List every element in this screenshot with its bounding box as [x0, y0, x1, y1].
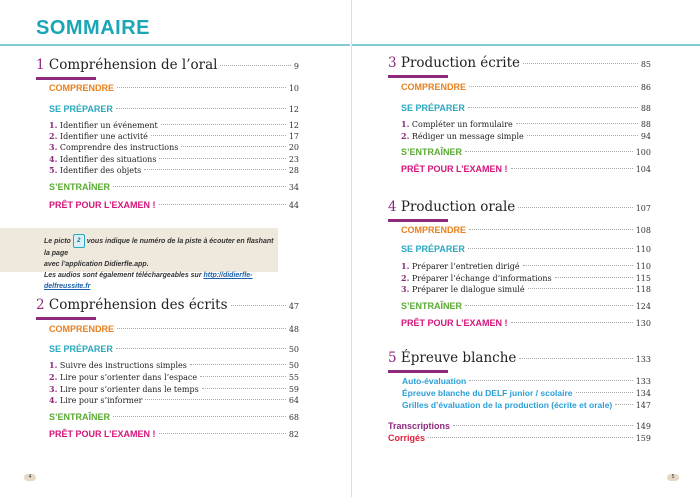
- leader-dots: [190, 364, 286, 365]
- leader-dots: [576, 392, 633, 393]
- comprendre-entry[interactable]: [49, 83, 299, 93]
- category-label: PRÊT POUR L’EXAMEN !: [49, 429, 156, 439]
- note-text: Les audios sont également téléchargeables sur: [44, 272, 202, 279]
- section-underline: [36, 77, 96, 80]
- item-label: 4. Identifier des situations: [49, 154, 157, 164]
- category-label: COMPRENDRE: [49, 324, 115, 334]
- toc-item[interactable]: [49, 131, 299, 141]
- page-ref: 149: [635, 422, 651, 431]
- page-ref: 12: [288, 105, 299, 114]
- leader-dots: [116, 108, 286, 109]
- toc-item[interactable]: [401, 273, 651, 283]
- entrainer-entry[interactable]: [49, 182, 299, 192]
- leader-dots: [113, 416, 286, 417]
- leader-dots: [117, 87, 286, 88]
- page-ref: 110: [635, 245, 651, 254]
- category-label: S’ENTRAÎNER: [49, 412, 111, 422]
- audio-picto-icon: 2: [73, 234, 85, 248]
- toc-item[interactable]: [49, 142, 299, 152]
- pret-examen-entry[interactable]: [49, 429, 299, 439]
- leader-dots: [555, 277, 633, 278]
- toc-item[interactable]: [401, 131, 651, 141]
- category-label: PRÊT POUR L’EXAMEN !: [401, 318, 508, 328]
- section-title: 2 Compréhension des écrits: [36, 297, 228, 313]
- leader-dots: [615, 404, 633, 405]
- item-label: 2. Rédiger un message simple: [401, 131, 524, 141]
- item-label: 4. Lire pour s’informer: [49, 395, 143, 405]
- section-underline: [388, 219, 448, 222]
- toc-item[interactable]: [49, 165, 299, 175]
- page-ref: 59: [288, 385, 299, 394]
- item-label: Grilles d’évaluation de la production (écrite et orale): [402, 400, 613, 410]
- item-label: 1. Préparer l’entretien dirigé: [401, 261, 520, 271]
- leader-dots: [159, 433, 286, 434]
- pret-examen-entry[interactable]: [401, 164, 651, 174]
- item-label: 2. Préparer l’échange d’informations: [401, 273, 552, 283]
- section-underline: [36, 317, 96, 320]
- page-ref: 44: [288, 201, 299, 210]
- page-ref: 50: [288, 345, 299, 354]
- comprendre-entry[interactable]: [401, 82, 651, 92]
- section-underline: [388, 370, 448, 373]
- section-title: 3 Production écrite: [388, 55, 521, 71]
- page-ref: 134: [635, 389, 651, 398]
- section-title: 1 Compréhension de l’oral: [36, 57, 218, 73]
- category-label: PRÊT POUR L’EXAMEN !: [401, 164, 508, 174]
- page-ref: 159: [635, 434, 651, 443]
- leader-dots: [523, 265, 633, 266]
- leader-dots: [465, 305, 633, 306]
- section-entry[interactable]: [388, 199, 651, 215]
- entrainer-entry[interactable]: [401, 147, 651, 157]
- page-ref: 115: [635, 274, 651, 283]
- pret-examen-entry[interactable]: [49, 200, 299, 210]
- leader-dots: [428, 437, 633, 438]
- title-rule: [352, 44, 700, 46]
- page-ref: 23: [288, 155, 299, 164]
- toc-item[interactable]: [402, 400, 651, 410]
- entrainer-entry[interactable]: [49, 412, 299, 422]
- toc-item[interactable]: [49, 360, 299, 370]
- audio-note: [0, 228, 278, 290]
- toc-item[interactable]: [49, 384, 299, 394]
- category-label: COMPRENDRE: [49, 83, 115, 93]
- item-label: 2. Lire pour s’orienter dans l’espace: [49, 372, 198, 382]
- toc-item[interactable]: [49, 154, 299, 164]
- leader-dots: [468, 107, 638, 108]
- se-preparer-entry[interactable]: [49, 344, 299, 354]
- leader-dots: [523, 63, 638, 64]
- page-ref: 124: [635, 302, 651, 311]
- section-entry[interactable]: [388, 55, 651, 71]
- leader-dots: [528, 288, 633, 289]
- leader-dots: [144, 169, 286, 170]
- leader-dots: [116, 348, 286, 349]
- page-ref: 94: [640, 132, 651, 141]
- page-ref: 85: [640, 60, 651, 69]
- leader-dots: [511, 168, 633, 169]
- se-preparer-entry[interactable]: [49, 104, 299, 114]
- page-ref: 100: [635, 148, 651, 157]
- note-text: Le picto: [44, 237, 71, 245]
- page-ref: 118: [635, 285, 651, 294]
- toc-item[interactable]: [402, 376, 651, 386]
- note-text: avec l’application Didierfle.app.: [44, 261, 149, 268]
- page-ref: 17: [288, 132, 299, 141]
- page-ref: 133: [635, 355, 651, 364]
- comprendre-entry[interactable]: [49, 324, 299, 334]
- note-text: vous indique le numéro de la piste à écouter en flashant la page: [44, 237, 274, 257]
- item-label: 1. Suivre des instructions simples: [49, 360, 187, 370]
- toc-item[interactable]: [401, 119, 651, 129]
- page-ref: 107: [635, 204, 651, 213]
- category-label: COMPRENDRE: [401, 82, 467, 92]
- category-label: S’ENTRAÎNER: [401, 301, 463, 311]
- section-entry[interactable]: [36, 297, 299, 313]
- page-ref: 88: [640, 120, 651, 129]
- leader-dots: [117, 328, 286, 329]
- leader-dots: [200, 376, 286, 377]
- category-label: S’ENTRAÎNER: [49, 182, 111, 192]
- leader-dots: [469, 86, 638, 87]
- page-ref: 130: [635, 319, 651, 328]
- category-label: SE PRÉPARER: [401, 244, 465, 254]
- corriges-label: Corrigés: [388, 433, 426, 443]
- corriges-entry[interactable]: [388, 433, 651, 443]
- section-title: 5 Épreuve blanche: [388, 350, 517, 366]
- page-ref: 86: [640, 83, 651, 92]
- leader-dots: [113, 186, 286, 187]
- item-label: 1. Identifier un événement: [49, 120, 158, 130]
- page-ref: 82: [288, 430, 299, 439]
- category-label: SE PRÉPARER: [49, 344, 113, 354]
- se-preparer-entry[interactable]: [401, 244, 651, 254]
- page-ref: 88: [640, 104, 651, 113]
- leader-dots: [220, 65, 290, 66]
- entrainer-entry[interactable]: [401, 301, 651, 311]
- leader-dots: [453, 425, 633, 426]
- page-ref: 147: [635, 401, 651, 410]
- category-label: S’ENTRAÎNER: [401, 147, 463, 157]
- item-label: 1. Compléter un formulaire: [401, 119, 513, 129]
- item-label: 3. Préparer le dialogue simulé: [401, 284, 525, 294]
- right-page: [351, 0, 700, 497]
- leader-dots: [519, 358, 632, 359]
- page-ref: 34: [288, 183, 299, 192]
- transcriptions-label: Transcriptions: [388, 421, 451, 431]
- page-ref: 47: [288, 302, 299, 311]
- leader-dots: [145, 399, 285, 400]
- page-number: 4: [24, 474, 36, 481]
- page-ref: 64: [288, 396, 299, 405]
- section-underline: [388, 75, 448, 78]
- page-ref: 9: [293, 62, 299, 71]
- item-label: 3. Lire pour s’orienter dans le temps: [49, 384, 199, 394]
- page-ref: 68: [288, 413, 299, 422]
- leader-dots: [465, 151, 633, 152]
- comprendre-entry[interactable]: [401, 225, 651, 235]
- toc-item[interactable]: [49, 120, 299, 130]
- title-rule: [0, 44, 350, 46]
- page-ref: 133: [635, 377, 651, 386]
- leader-dots: [516, 123, 638, 124]
- leader-dots: [161, 124, 286, 125]
- category-label: SE PRÉPARER: [49, 104, 113, 114]
- se-preparer-entry[interactable]: [401, 103, 651, 113]
- page-ref: 104: [635, 165, 651, 174]
- section-entry[interactable]: [388, 350, 651, 366]
- page-ref: 28: [288, 166, 299, 175]
- toc-item[interactable]: [49, 395, 299, 405]
- toc-item[interactable]: [401, 261, 651, 271]
- toc-item[interactable]: [401, 284, 651, 294]
- item-label: 2. Identifier une activité: [49, 131, 148, 141]
- leader-dots: [202, 388, 286, 389]
- leader-dots: [468, 248, 633, 249]
- section-entry[interactable]: [36, 57, 299, 73]
- page-ref: 55: [288, 373, 299, 382]
- page-ref: 50: [288, 361, 299, 370]
- page-number: 5: [667, 474, 679, 481]
- leader-dots: [527, 135, 638, 136]
- page-title: SOMMAIRE: [36, 17, 150, 39]
- category-label: SE PRÉPARER: [401, 103, 465, 113]
- item-label: Épreuve blanche du DELF junior / scolaire: [402, 388, 573, 398]
- category-label: PRÊT POUR L’EXAMEN !: [49, 200, 156, 210]
- audio-link[interactable]: http://didierfle-delfreussite.fr: [44, 272, 253, 290]
- leader-dots: [469, 380, 632, 381]
- leader-dots: [181, 146, 285, 147]
- item-label: 5. Identifier des objets: [49, 165, 142, 175]
- page-ref: 20: [288, 143, 299, 152]
- leader-dots: [159, 204, 286, 205]
- page-ref: 10: [288, 84, 299, 93]
- leader-dots: [518, 207, 632, 208]
- category-label: COMPRENDRE: [401, 225, 467, 235]
- toc-item[interactable]: [49, 372, 299, 382]
- item-label: Auto-évaluation: [402, 376, 467, 386]
- leader-dots: [469, 229, 633, 230]
- page-ref: 110: [635, 262, 651, 271]
- transcriptions-entry[interactable]: [388, 421, 651, 431]
- leader-dots: [511, 322, 633, 323]
- page-ref: 48: [288, 325, 299, 334]
- page-ref: 108: [635, 226, 651, 235]
- leader-dots: [159, 158, 285, 159]
- page-ref: 12: [288, 121, 299, 130]
- leader-dots: [231, 305, 286, 306]
- section-title: 4 Production orale: [388, 199, 516, 215]
- pret-examen-entry[interactable]: [401, 318, 651, 328]
- item-label: 3. Comprendre des instructions: [49, 142, 179, 152]
- leader-dots: [151, 135, 286, 136]
- toc-item[interactable]: [402, 388, 651, 398]
